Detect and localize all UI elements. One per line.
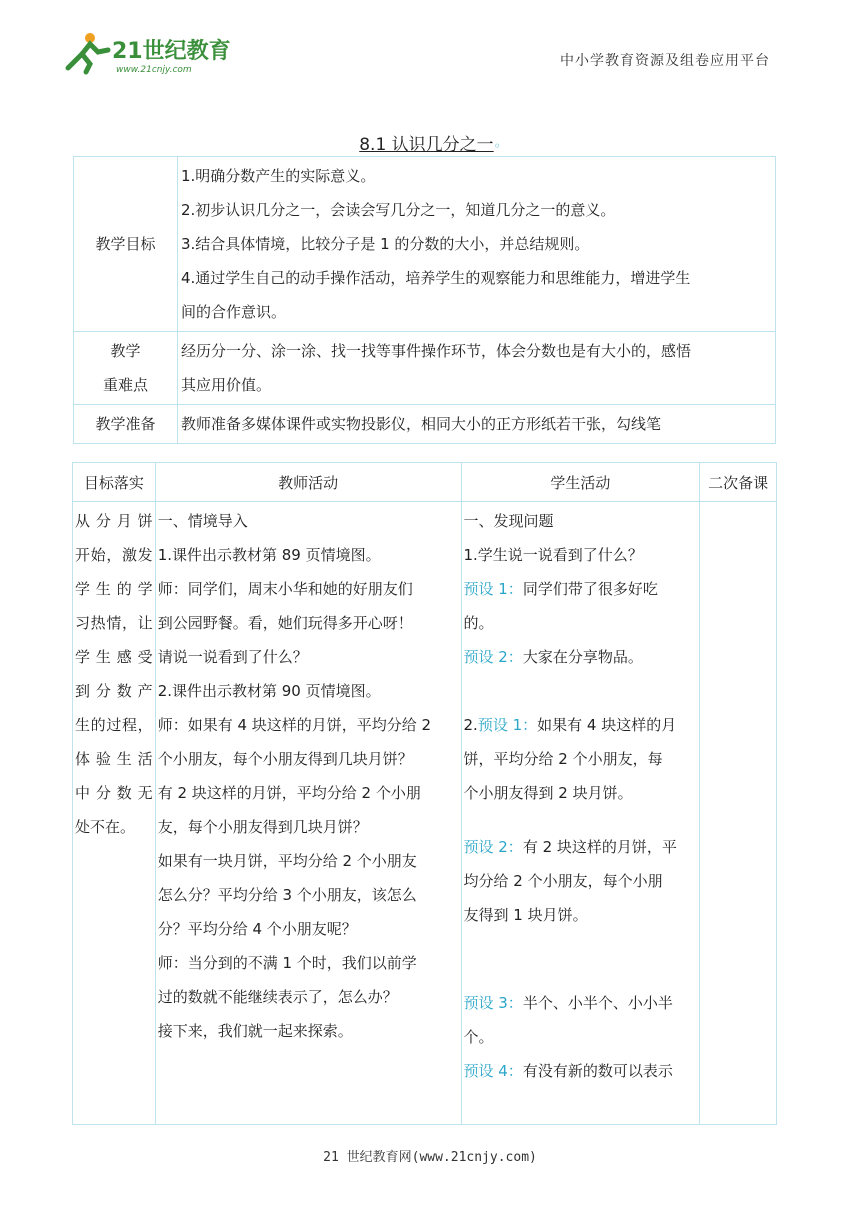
difficulty-line: 其应用价值。 [181,376,272,394]
spacer [464,932,698,966]
difficulty-content [178,332,776,405]
preset-label: 预设 2： [463,648,523,666]
teacher-line: 怎么分？平均分给 3 个小朋友，该怎么 [157,886,417,904]
logo-text: 21世纪教育 [112,39,231,64]
preset-label: 预设 2： [463,838,523,856]
goal-text-line: 到分数产 [75,682,153,700]
header-goal: 目标落实 [73,463,156,502]
site-logo [60,30,240,76]
teacher-line: 师：当分到的不满 1 个时，我们以前学 [157,954,417,972]
spacer [464,810,698,830]
title-text: 8.1 认识几分之一 [359,135,494,155]
goal-text-line: 从分月饼 [75,512,153,530]
header-row [73,463,777,502]
student-line: 个。 [463,1028,494,1046]
goal-line: 间的合作意识。 [181,303,287,321]
teacher-line: 分？平均分给 4 个小朋友呢？ [157,920,357,938]
student-line [464,640,698,674]
goal-text-line: 中分数无 [75,784,153,802]
preset-label: 预设 3： [463,994,523,1012]
student-line: 友得到 1 块月饼。 [463,906,588,924]
preset-text: 如果有 4 块这样的月 [537,716,677,734]
prep-content: 教师准备多媒体课件或实物投影仪，相同大小的正方形纸若干张，勾线笔 [178,405,776,444]
header-teacher: 教师活动 [155,463,461,502]
goals-row [74,157,776,332]
goal-text-line: 开始，激发 [75,546,153,564]
teacher-line: 到公园野餐。看，她们玩得多开心呀！ [157,614,413,632]
logo-url-text: www.21cnjy.com [116,65,192,75]
teacher-line: 2.课件出示教材第 90 页情境图。 [157,682,381,700]
prep-row [74,405,776,444]
platform-name: 中小学教育资源及组卷应用平台 [560,53,770,69]
revision-column [700,502,777,1125]
header-student: 学生活动 [461,463,700,502]
activity-row [73,502,777,1125]
goal-text-line: 体验生活 [75,750,153,768]
teacher-line: 有 2 块这样的月饼，平均分给 2 个小朋 [157,784,421,802]
student-line: 饼，平均分给 2 个小朋友，每 [463,750,663,768]
preset-text: 大家在分享物品。 [522,648,643,666]
student-line [464,708,698,742]
goals-label: 教学目标 [74,157,178,332]
student-column [461,502,700,1125]
goal-text-line: 习热情，让 [75,614,153,632]
goal-line: 3.结合具体情境，比较分子是 1 的分数的大小，并总结规则。 [181,235,590,253]
student-line: 一、发现问题 [463,512,554,530]
student-line [464,1054,698,1088]
goal-text-line: 处不在。 [75,818,136,836]
student-line: 1.学生说一说看到了什么？ [463,546,643,564]
goal-line: 1.明确分数产生的实际意义。 [181,167,376,185]
difficulty-row [74,332,776,405]
goal-line: 2.初步认识几分之一，会读会写几分之一，知道几分之一的意义。 [181,201,616,219]
teacher-line: 师：如果有 4 块这样的月饼，平均分给 2 [157,716,432,734]
page-footer: 21 世纪教育网(www.21cnjy.com) [323,1150,537,1165]
teacher-line: 接下来，我们就一起来探索。 [157,1022,353,1040]
spacer [464,674,698,708]
title-mark-icon: ◦ [493,139,501,153]
page-title [0,130,860,155]
runner-logo-icon [68,33,108,72]
activity-table [72,462,777,1125]
teacher-line: 1.课件出示教材第 89 页情境图。 [157,546,381,564]
teacher-line: 请说一说看到了什么？ [157,648,308,666]
spacer [464,966,698,986]
goals-content [178,157,776,332]
student-line [464,986,698,1020]
teacher-line: 一、情境导入 [157,512,248,530]
goal-line: 4.通过学生自己的动手操作活动，培养学生的观察能力和思维能力，增进学生 [181,269,691,287]
teacher-line: 个小朋友，每个小朋友得到几块月饼？ [157,750,413,768]
preset-text: 同学们带了很多好吃 [522,580,658,598]
goal-column [73,502,156,1125]
difficulty-label-line: 教学 [110,342,141,360]
teacher-column [155,502,461,1125]
preset-text: 有没有新的数可以表示 [522,1062,673,1080]
preset-text: 半个、小半个、小小半 [522,994,673,1012]
difficulty-label-line: 重难点 [102,376,148,394]
student-line: 个小朋友得到 2 块月饼。 [463,784,633,802]
goal-text-line: 学生的学 [75,580,153,598]
header-revision: 二次备课 [700,463,777,502]
prep-label: 教学准备 [74,405,178,444]
goal-text-line: 学生感受 [75,648,153,666]
student-line: 均分给 2 个小朋友，每个小朋 [463,872,663,890]
preset-text: 有 2 块这样的月饼，平 [522,838,677,856]
difficulty-line: 经历分一分、涂一涂、找一找等事件操作环节，体会分数也是有大小的，感悟 [181,342,692,360]
student-line [464,572,698,606]
difficulty-label [74,332,178,405]
teacher-line: 师：同学们，周末小华和她的好朋友们 [157,580,413,598]
teacher-line: 如果有一块月饼，平均分给 2 个小朋友 [157,852,417,870]
preset-label: 预设 1： [463,580,523,598]
student-line [464,830,698,864]
teacher-line: 过的数就不能继续表示了，怎么办？ [157,988,398,1006]
lesson-info-table [73,156,776,444]
question-prefix: 2. [463,716,478,734]
preset-label: 预设 4： [463,1062,523,1080]
student-line: 的。 [463,614,494,632]
preset-label: 预设 1： [477,716,538,734]
goal-text-line: 生的过程， [75,716,153,734]
teacher-line: 友，每个小朋友得到几块月饼？ [157,818,368,836]
